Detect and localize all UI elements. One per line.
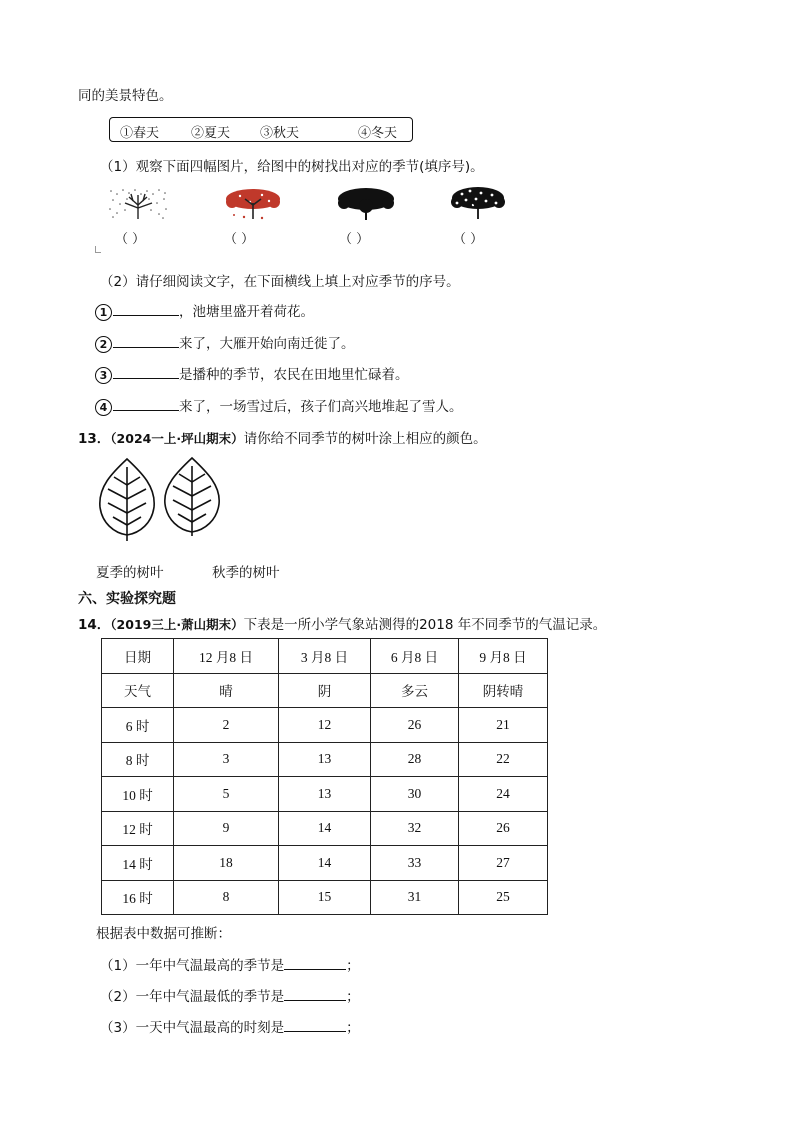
table-cell: 阴转晴 [459, 673, 548, 708]
autumn-leaf-outline [161, 456, 223, 536]
table-header-cell: 3 月8 日 [279, 639, 371, 674]
table-cell: 14 时 [102, 846, 174, 881]
inference-end-1: ； [346, 958, 360, 974]
table-header-cell: 9 月8 日 [459, 639, 548, 674]
q14-source: （2019三上·萧山期末） [110, 617, 244, 632]
table-cell: 26 [371, 708, 459, 743]
table-cell: 13 [279, 742, 371, 777]
table-weather-row [102, 673, 548, 708]
table-row [102, 708, 548, 743]
table-cell: 13 [279, 777, 371, 812]
q12-part2-instruction: （2）请仔细阅读文字，在下面横线上填上对应季节的序号。 [100, 274, 460, 290]
inference-end-3: ； [346, 1020, 360, 1036]
summer-leaf-label: 夏季的树叶 [96, 565, 164, 581]
table-row [102, 880, 548, 915]
inference-intro: 根据表中数据可推断： [96, 926, 231, 942]
season-option-spring: ①春天 [120, 125, 160, 140]
table-cell: 22 [459, 742, 548, 777]
inference-text-2: （2）一年中气温最低的季节是 [100, 989, 285, 1005]
fill-blank-2[interactable] [113, 335, 179, 348]
fill-item-2 [95, 332, 355, 353]
item-number-3: 3 [95, 367, 112, 384]
table-cell: 多云 [371, 673, 459, 708]
item-number-1: 1 [95, 304, 112, 321]
table-row [102, 777, 548, 812]
intro-tail-text: 同的美景特色。 [78, 88, 173, 104]
inference-blank-1[interactable] [284, 957, 346, 970]
table-cell: 14 [279, 846, 371, 881]
fill-item-4 [95, 395, 463, 416]
autumn-leaf-label: 秋季的树叶 [212, 565, 280, 581]
q14-number: 14． [78, 617, 111, 633]
q13-source: （2024一上·坪山期末） [110, 431, 244, 446]
table-cell: 12 时 [102, 811, 174, 846]
table-cell: 25 [459, 880, 548, 915]
fill-item-3 [95, 363, 409, 384]
table-cell: 3 [174, 742, 279, 777]
table-cell: 阴 [279, 673, 371, 708]
inference-end-2: ； [346, 989, 360, 1005]
tree2-answer-blank[interactable]: （ ） [224, 232, 255, 247]
fill-item-1 [95, 300, 314, 321]
fill-text-4: 来了，一场雪过后，孩子们高兴地堆起了雪人。 [179, 399, 463, 415]
table-cell: 10 时 [102, 777, 174, 812]
season-options-box [109, 117, 413, 142]
summer-leaf-outline [96, 457, 158, 541]
q13-question [78, 427, 487, 447]
table-cell: 16 时 [102, 880, 174, 915]
tree-autumn-picture [222, 187, 284, 221]
section-title: 六、实验探究题 [78, 591, 176, 607]
inference-item-3 [100, 1016, 360, 1036]
fill-blank-3[interactable] [113, 366, 179, 379]
image-corner-mark [95, 246, 101, 253]
q13-text: 请你给不同季节的树叶涂上相应的颜色。 [243, 431, 487, 447]
table-cell: 8 [174, 880, 279, 915]
fill-blank-4[interactable] [113, 398, 179, 411]
tree4-answer-blank[interactable]: （ ） [453, 232, 484, 247]
table-cell: 晴 [174, 673, 279, 708]
q13-number: 13． [78, 431, 111, 447]
fill-blank-1[interactable] [113, 303, 179, 316]
table-cell: 28 [371, 742, 459, 777]
season-option-summer: ②夏天 [191, 125, 231, 140]
table-cell: 31 [371, 880, 459, 915]
table-header-cell: 12 月8 日 [174, 639, 279, 674]
table-cell: 21 [459, 708, 548, 743]
table-cell: 32 [371, 811, 459, 846]
inference-text-3: （3）一天中气温最高的时刻是 [100, 1020, 285, 1036]
table-cell: 33 [371, 846, 459, 881]
table-row [102, 846, 548, 881]
table-cell: 5 [174, 777, 279, 812]
table-cell: 27 [459, 846, 548, 881]
fill-text-3: 是播种的季节，农民在田地里忙碌着。 [179, 367, 409, 383]
tree-winter-picture [107, 188, 169, 220]
table-header-cell: 6 月8 日 [371, 639, 459, 674]
inference-text-1: （1）一年中气温最高的季节是 [100, 958, 285, 974]
table-cell: 15 [279, 880, 371, 915]
tree1-answer-blank[interactable]: （ ） [115, 232, 146, 247]
table-cell: 12 [279, 708, 371, 743]
temperature-table [101, 638, 548, 915]
table-header-cell: 日期 [102, 639, 174, 674]
q14-question [78, 613, 606, 633]
season-option-winter: ④冬天 [358, 125, 398, 140]
item-number-2: 2 [95, 336, 112, 353]
inference-item-2 [100, 985, 360, 1005]
fill-text-1: ，池塘里盛开着荷花。 [179, 304, 314, 320]
table-header-row [102, 639, 548, 674]
item-number-4: 4 [95, 399, 112, 416]
tree-spring-picture [448, 185, 508, 221]
table-cell: 18 [174, 846, 279, 881]
q14-text: 下表是一所小学气象站测得的2018 年不同季节的气温记录。 [243, 617, 607, 633]
tree3-answer-blank[interactable]: （ ） [339, 232, 370, 247]
table-row [102, 811, 548, 846]
table-cell: 天气 [102, 673, 174, 708]
table-cell: 6 时 [102, 708, 174, 743]
q12-part1-instruction: （1）观察下面四幅图片，给图中的树找出对应的季节(填序号)。 [100, 159, 484, 175]
table-cell: 30 [371, 777, 459, 812]
tree-summer-picture [335, 187, 397, 221]
inference-blank-2[interactable] [284, 988, 346, 1001]
table-cell: 2 [174, 708, 279, 743]
inference-blank-3[interactable] [284, 1019, 346, 1032]
season-option-autumn: ③秋天 [260, 125, 300, 140]
table-row [102, 742, 548, 777]
table-cell: 14 [279, 811, 371, 846]
inference-item-1 [100, 954, 360, 974]
table-cell: 26 [459, 811, 548, 846]
table-cell: 24 [459, 777, 548, 812]
fill-text-2: 来了，大雁开始向南迁徙了。 [179, 336, 355, 352]
table-cell: 8 时 [102, 742, 174, 777]
table-cell: 9 [174, 811, 279, 846]
